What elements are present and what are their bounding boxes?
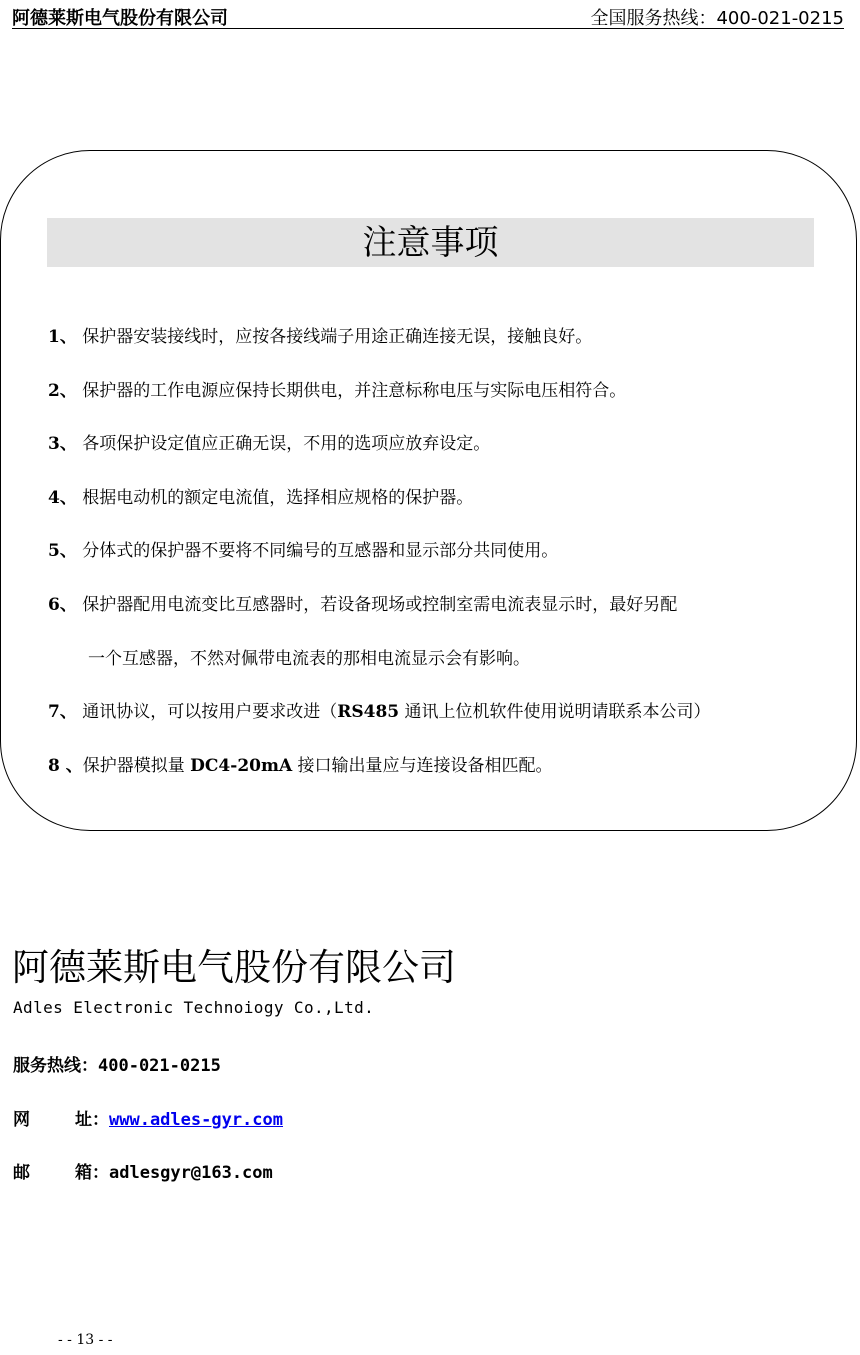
item-text-after: 通讯上位机软件使用说明请联系本公司）: [399, 702, 711, 722]
item-text-bold: RS485: [337, 702, 400, 722]
item-text-before: 保护器模拟量: [82, 756, 191, 776]
item-text: 各项保护设定值应正确无误，不用的选项应放弃设定。: [82, 434, 491, 454]
footer-email: [13, 1158, 273, 1183]
footer-company-cn: 阿德莱斯电气股份有限公司: [12, 946, 456, 989]
notice-item-6: [48, 594, 677, 616]
footer-hotline: [13, 1051, 221, 1076]
item-number: 7、: [48, 702, 77, 722]
header-divider: [12, 28, 844, 29]
website-link[interactable]: www.adles-gyr.com: [109, 1110, 283, 1130]
item-number: 4、: [48, 488, 77, 508]
email-label-2: 箱：: [75, 1163, 109, 1183]
item-text-bold: DC4-20mA: [190, 756, 293, 776]
notice-title: 注意事项: [362, 223, 499, 263]
item-number: 8 、: [48, 756, 83, 776]
item-text: 分体式的保护器不要将不同编号的互感器和显示部分共同使用。: [82, 541, 559, 561]
item-text-before: 通讯协议，可以按用户要求改进（: [82, 702, 338, 722]
notice-item-6-continuation: 一个互感器，不然对佩带电流表的那相电流显示会有影响。: [88, 649, 530, 669]
notice-item-1: [48, 326, 592, 348]
item-text: 保护器安装接线时，应按各接线端子用途正确连接无误，接触良好。: [82, 327, 593, 347]
footer-website: [13, 1105, 283, 1130]
notice-item-5: [48, 540, 558, 562]
footer-company-en: Adles Electronic Technoiogy Co.,Ltd.: [13, 998, 375, 1017]
page-header: [12, 2, 844, 28]
hotline-label: 服务热线：: [13, 1056, 98, 1076]
notice-item-7: [48, 701, 711, 723]
notice-item-4: [48, 487, 473, 509]
notice-title-bar: [47, 218, 814, 267]
item-number: 2、: [48, 381, 77, 401]
website-label-1: 网: [13, 1110, 30, 1130]
email-value: adlesgyr@163.com: [109, 1163, 273, 1183]
item-number: 3、: [48, 434, 77, 454]
email-label-1: 邮: [13, 1163, 30, 1183]
item-number: 5、: [48, 541, 77, 561]
item-text: 保护器的工作电源应保持长期供电，并注意标称电压与实际电压相符合。: [82, 381, 627, 401]
item-text: 根据电动机的额定电流值，选择相应规格的保护器。: [82, 488, 474, 508]
header-company-name: 阿德莱斯电气股份有限公司: [12, 8, 228, 29]
website-label-2: 址：: [75, 1110, 109, 1130]
hotline-value: 400-021-0215: [98, 1056, 221, 1076]
notice-item-2: [48, 380, 626, 402]
header-hotline: 全国服务热线：400-021-0215: [590, 8, 844, 29]
item-text-after: 接口输出量应与连接设备相匹配。: [292, 756, 553, 776]
notice-item-8: [48, 755, 553, 777]
item-text: 保护器配用电流变比互感器时，若设备现场或控制室需电流表显示时，最好另配: [82, 595, 678, 615]
page-number: - - 13 - -: [58, 1332, 113, 1348]
item-number: 6、: [48, 595, 77, 615]
notice-item-3: [48, 433, 490, 455]
item-number: 1、: [48, 327, 77, 347]
